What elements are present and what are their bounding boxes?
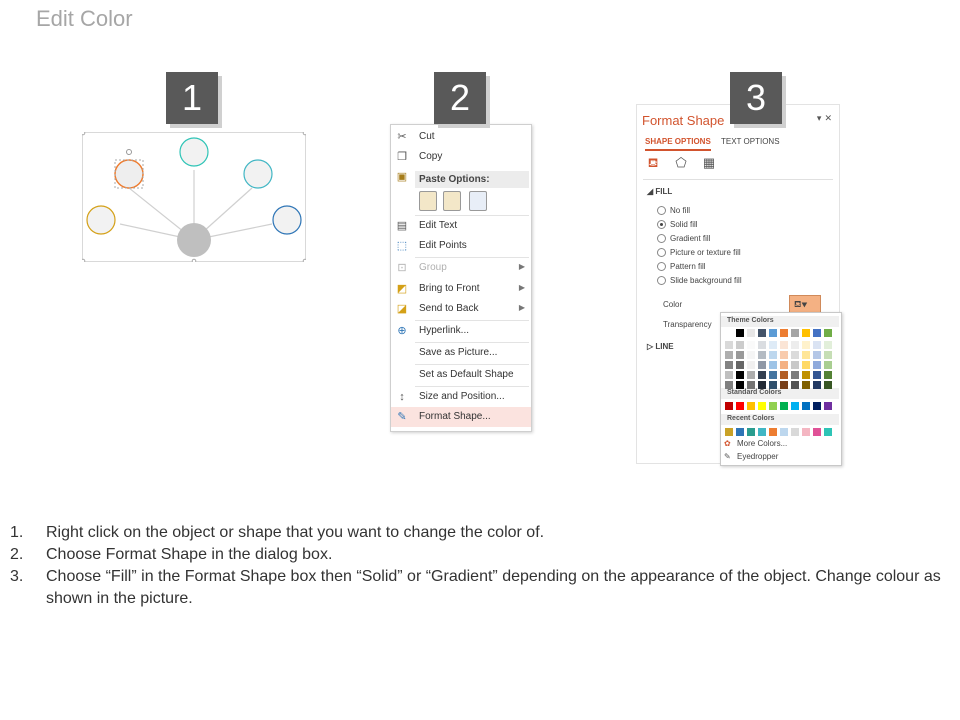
instruction-step-1 bbox=[10, 522, 950, 544]
line-section-header[interactable]: ▷ LINE bbox=[647, 342, 674, 351]
theme-color-swatch[interactable] bbox=[813, 381, 821, 389]
theme-color-swatch[interactable] bbox=[780, 329, 788, 337]
circle-top[interactable] bbox=[180, 138, 208, 166]
standard-color-swatch[interactable] bbox=[791, 402, 799, 410]
fill-line-icon[interactable]: ⛾ bbox=[647, 155, 659, 170]
theme-color-swatch[interactable] bbox=[736, 361, 744, 369]
menu-item-label: Edit Text bbox=[419, 220, 458, 231]
eyedropper-icon: ✎ bbox=[724, 452, 731, 461]
instruction-step-2 bbox=[10, 544, 950, 566]
step-text: Right click on the object or shape that you want to change the color of. bbox=[46, 524, 545, 541]
theme-color-swatch[interactable] bbox=[725, 351, 733, 359]
resize-handle[interactable] bbox=[192, 259, 196, 262]
resize-handle[interactable] bbox=[303, 259, 306, 262]
center-circle[interactable] bbox=[177, 223, 211, 257]
menu-item-bring-to-front[interactable] bbox=[391, 279, 531, 299]
menu-item-hyperlink[interactable] bbox=[391, 321, 531, 341]
page-title: Edit Color bbox=[36, 6, 133, 31]
theme-color-swatch[interactable] bbox=[802, 371, 810, 379]
theme-color-swatch[interactable] bbox=[758, 341, 766, 349]
theme-color-swatch[interactable] bbox=[747, 351, 755, 359]
theme-color-swatch[interactable] bbox=[736, 329, 744, 337]
theme-color-swatch[interactable] bbox=[758, 361, 766, 369]
step-text: Choose “Fill” in the Format Shape box then “Solid” or “Gradient” depending on the appearance of the object. Change colour as shown in the picture. bbox=[46, 568, 941, 607]
menu-item-label: Bring to Front bbox=[419, 283, 480, 294]
menu-item-set-default-shape[interactable] bbox=[391, 365, 531, 385]
recent-colors-header bbox=[721, 414, 839, 425]
radio-slide-background-fill[interactable] bbox=[657, 276, 666, 285]
hyperlink-icon: ⊕ bbox=[397, 325, 407, 337]
menu-item-save-as-picture[interactable] bbox=[391, 343, 531, 363]
menu-item-label: Group bbox=[419, 262, 447, 273]
recent-color-swatch[interactable] bbox=[747, 428, 755, 436]
scissors-icon: ✂ bbox=[397, 131, 407, 143]
circle-right-top[interactable] bbox=[244, 160, 272, 188]
menu-item-cut[interactable] bbox=[391, 127, 531, 147]
theme-colors-header bbox=[721, 316, 839, 327]
text-box-icon: ▤ bbox=[396, 220, 408, 232]
size-icon: ↕ bbox=[399, 391, 405, 403]
paste-options-header bbox=[415, 171, 529, 188]
theme-color-swatch[interactable] bbox=[747, 361, 755, 369]
theme-color-swatch[interactable] bbox=[791, 341, 799, 349]
standard-color-swatch[interactable] bbox=[802, 402, 810, 410]
standard-color-swatch[interactable] bbox=[758, 402, 766, 410]
radio-solid-fill[interactable] bbox=[657, 220, 666, 229]
slide-background-fill-label: Slide background fill bbox=[670, 276, 742, 285]
menu-item-edit-points[interactable] bbox=[391, 236, 531, 256]
dropdown-icon[interactable]: ▾ bbox=[816, 113, 825, 123]
instruction-step-3 bbox=[10, 566, 950, 610]
theme-color-swatch[interactable] bbox=[791, 361, 799, 369]
theme-color-swatch[interactable] bbox=[813, 351, 821, 359]
theme-color-swatch[interactable] bbox=[747, 371, 755, 379]
eyedropper-item[interactable]: Eyedropper bbox=[737, 452, 779, 461]
more-colors-item[interactable]: More Colors... bbox=[737, 439, 788, 448]
format-shape-title: Format Shape bbox=[642, 113, 725, 128]
theme-color-swatch[interactable] bbox=[780, 381, 788, 389]
fill-section-header[interactable]: ◢ FILL bbox=[647, 187, 673, 196]
picture-fill-label: Picture or texture fill bbox=[670, 248, 741, 257]
format-shape-icon: ✎ bbox=[397, 411, 407, 423]
theme-color-swatch[interactable] bbox=[824, 329, 832, 337]
menu-item-edit-text[interactable] bbox=[391, 216, 531, 236]
pane-controls[interactable] bbox=[817, 113, 835, 124]
radio-picture-fill[interactable] bbox=[657, 248, 666, 257]
menu-item-copy[interactable] bbox=[391, 147, 531, 167]
rotate-handle[interactable] bbox=[127, 150, 132, 155]
menu-item-label: Send to Back bbox=[419, 303, 479, 314]
theme-color-swatch[interactable] bbox=[736, 371, 744, 379]
solid-fill-label: Solid fill bbox=[670, 220, 698, 229]
radio-gradient-fill[interactable] bbox=[657, 234, 666, 243]
theme-color-swatch[interactable] bbox=[813, 371, 821, 379]
theme-color-swatch[interactable] bbox=[736, 381, 744, 389]
menu-item-group[interactable] bbox=[391, 258, 531, 278]
radio-no-fill[interactable] bbox=[657, 206, 666, 215]
menu-item-label: Edit Points bbox=[419, 240, 467, 251]
menu-item-label: Cut bbox=[419, 131, 435, 142]
paste-options-label: Paste Options: bbox=[419, 174, 490, 185]
recent-color-swatch[interactable] bbox=[813, 428, 821, 436]
step-number-3: 3 bbox=[730, 72, 782, 124]
theme-color-swatch[interactable] bbox=[736, 341, 744, 349]
line-section-label: LINE bbox=[655, 342, 674, 351]
menu-item-label: Set as Default Shape bbox=[419, 369, 514, 380]
theme-color-swatch[interactable] bbox=[725, 371, 733, 379]
menu-item-label: Size and Position... bbox=[419, 391, 505, 402]
resize-handle[interactable] bbox=[303, 132, 306, 135]
paste-picture-icon[interactable] bbox=[469, 191, 487, 211]
theme-color-swatch[interactable] bbox=[725, 381, 733, 389]
theme-color-swatch[interactable] bbox=[758, 371, 766, 379]
theme-color-swatch[interactable] bbox=[769, 361, 777, 369]
selected-circle[interactable] bbox=[115, 160, 143, 188]
step-number-2: 2 bbox=[434, 72, 486, 124]
gradient-fill-label: Gradient fill bbox=[670, 234, 711, 243]
context-menu bbox=[390, 124, 532, 432]
circle-right[interactable] bbox=[273, 206, 301, 234]
theme-color-swatch[interactable] bbox=[802, 351, 810, 359]
fill-section-label: FILL bbox=[655, 187, 673, 196]
recent-colors-label: Recent Colors bbox=[727, 415, 775, 422]
recent-color-swatch[interactable] bbox=[791, 428, 799, 436]
palette-icon: ✿ bbox=[724, 439, 731, 448]
size-properties-icon[interactable]: ▦ bbox=[702, 155, 716, 170]
theme-color-swatch[interactable] bbox=[747, 329, 755, 337]
step-marker: 1. bbox=[10, 524, 24, 541]
recent-color-swatch[interactable] bbox=[758, 428, 766, 436]
step-marker: 3. bbox=[10, 568, 24, 585]
theme-color-swatch[interactable] bbox=[802, 381, 810, 389]
theme-color-swatch[interactable] bbox=[769, 329, 777, 337]
theme-color-swatch[interactable] bbox=[824, 361, 832, 369]
theme-color-swatch[interactable] bbox=[736, 351, 744, 359]
step-marker: 2. bbox=[10, 546, 24, 563]
standard-colors-header bbox=[721, 388, 839, 399]
recent-color-swatch[interactable] bbox=[802, 428, 810, 436]
standard-color-swatch[interactable] bbox=[780, 402, 788, 410]
menu-item-label: Format Shape... bbox=[419, 411, 491, 422]
step-text: Choose Format Shape in the dialog box. bbox=[46, 546, 333, 563]
theme-color-swatch[interactable] bbox=[780, 361, 788, 369]
recent-color-swatch[interactable] bbox=[725, 428, 733, 436]
instruction-list bbox=[10, 522, 950, 610]
menu-item-label: Hyperlink... bbox=[419, 325, 470, 336]
tab-text-options[interactable]: TEXT OPTIONS bbox=[721, 137, 780, 146]
paint-bucket-icon: ⛾▾ bbox=[794, 299, 808, 309]
recent-color-swatch[interactable] bbox=[780, 428, 788, 436]
copy-icon: ❐ bbox=[397, 151, 407, 163]
theme-color-swatch[interactable] bbox=[758, 351, 766, 359]
recent-color-swatch[interactable] bbox=[824, 428, 832, 436]
tab-shape-options[interactable]: SHAPE OPTIONS bbox=[645, 137, 711, 146]
theme-color-swatch[interactable] bbox=[824, 341, 832, 349]
submenu-arrow-icon: ▶ bbox=[518, 283, 525, 292]
standard-color-swatch[interactable] bbox=[736, 402, 744, 410]
shape-diagram bbox=[82, 132, 306, 262]
standard-color-swatch[interactable] bbox=[813, 402, 821, 410]
theme-color-swatch[interactable] bbox=[791, 351, 799, 359]
standard-color-swatch[interactable] bbox=[725, 402, 733, 410]
edit-points-icon: ⬚ bbox=[396, 240, 408, 252]
theme-color-swatch[interactable] bbox=[769, 381, 777, 389]
standard-color-swatch[interactable] bbox=[824, 402, 832, 410]
theme-color-swatch[interactable] bbox=[758, 381, 766, 389]
radio-pattern-fill[interactable] bbox=[657, 262, 666, 271]
theme-color-swatch[interactable] bbox=[813, 341, 821, 349]
theme-color-swatch[interactable] bbox=[824, 351, 832, 359]
menu-item-label: Save as Picture... bbox=[419, 347, 498, 358]
paste-icon: ▣ bbox=[396, 171, 408, 183]
standard-color-swatch[interactable] bbox=[747, 402, 755, 410]
theme-color-swatch[interactable] bbox=[780, 371, 788, 379]
standard-colors-label: Standard Colors bbox=[727, 389, 782, 396]
theme-color-swatch[interactable] bbox=[802, 341, 810, 349]
theme-color-swatch[interactable] bbox=[824, 381, 832, 389]
recent-color-swatch[interactable] bbox=[736, 428, 744, 436]
bring-front-icon: ◩ bbox=[396, 283, 408, 295]
menu-item-label: Copy bbox=[419, 151, 443, 162]
theme-color-swatch[interactable] bbox=[747, 381, 755, 389]
theme-color-swatch[interactable] bbox=[813, 361, 821, 369]
theme-colors-label: Theme Colors bbox=[727, 317, 774, 324]
menu-item-send-to-back[interactable] bbox=[391, 299, 531, 319]
menu-item-format-shape[interactable] bbox=[391, 407, 531, 427]
paste-destination-theme-icon[interactable] bbox=[443, 191, 461, 211]
active-tab-indicator bbox=[645, 149, 711, 151]
theme-color-swatch[interactable] bbox=[769, 371, 777, 379]
effects-icon[interactable]: ⬠ bbox=[675, 155, 687, 170]
color-label: Color bbox=[663, 300, 683, 309]
theme-color-swatch[interactable] bbox=[813, 329, 821, 337]
resize-handle[interactable] bbox=[82, 259, 85, 262]
step-number-1: 1 bbox=[166, 72, 218, 124]
standard-color-swatch[interactable] bbox=[769, 402, 777, 410]
send-back-icon: ◪ bbox=[396, 303, 408, 315]
transparency-label: Transparency bbox=[663, 320, 712, 329]
menu-item-size-and-position[interactable] bbox=[391, 387, 531, 407]
paste-keep-source-icon[interactable] bbox=[419, 191, 437, 211]
theme-color-swatch[interactable] bbox=[725, 329, 733, 337]
recent-color-swatch[interactable] bbox=[769, 428, 777, 436]
theme-color-swatch[interactable] bbox=[802, 329, 810, 337]
close-icon[interactable]: ✕ bbox=[824, 113, 835, 123]
theme-color-swatch[interactable] bbox=[780, 351, 788, 359]
no-fill-label: No fill bbox=[670, 206, 691, 215]
pattern-fill-label: Pattern fill bbox=[670, 262, 706, 271]
theme-color-swatch[interactable] bbox=[791, 371, 799, 379]
circle-left[interactable] bbox=[87, 206, 115, 234]
theme-color-swatch[interactable] bbox=[791, 381, 799, 389]
resize-handle[interactable] bbox=[82, 132, 85, 135]
theme-color-swatch[interactable] bbox=[802, 361, 810, 369]
theme-color-swatch[interactable] bbox=[769, 351, 777, 359]
theme-color-swatch[interactable] bbox=[725, 361, 733, 369]
color-palette bbox=[720, 312, 842, 466]
theme-color-swatch[interactable] bbox=[824, 371, 832, 379]
theme-color-swatch[interactable] bbox=[747, 341, 755, 349]
theme-color-swatch[interactable] bbox=[769, 341, 777, 349]
theme-color-swatch[interactable] bbox=[791, 329, 799, 337]
theme-color-swatch[interactable] bbox=[780, 341, 788, 349]
group-icon: ⊡ bbox=[397, 262, 407, 274]
submenu-arrow-icon: ▶ bbox=[518, 303, 525, 312]
submenu-arrow-icon: ▶ bbox=[518, 262, 525, 271]
theme-color-swatch[interactable] bbox=[725, 341, 733, 349]
theme-color-swatch[interactable] bbox=[758, 329, 766, 337]
